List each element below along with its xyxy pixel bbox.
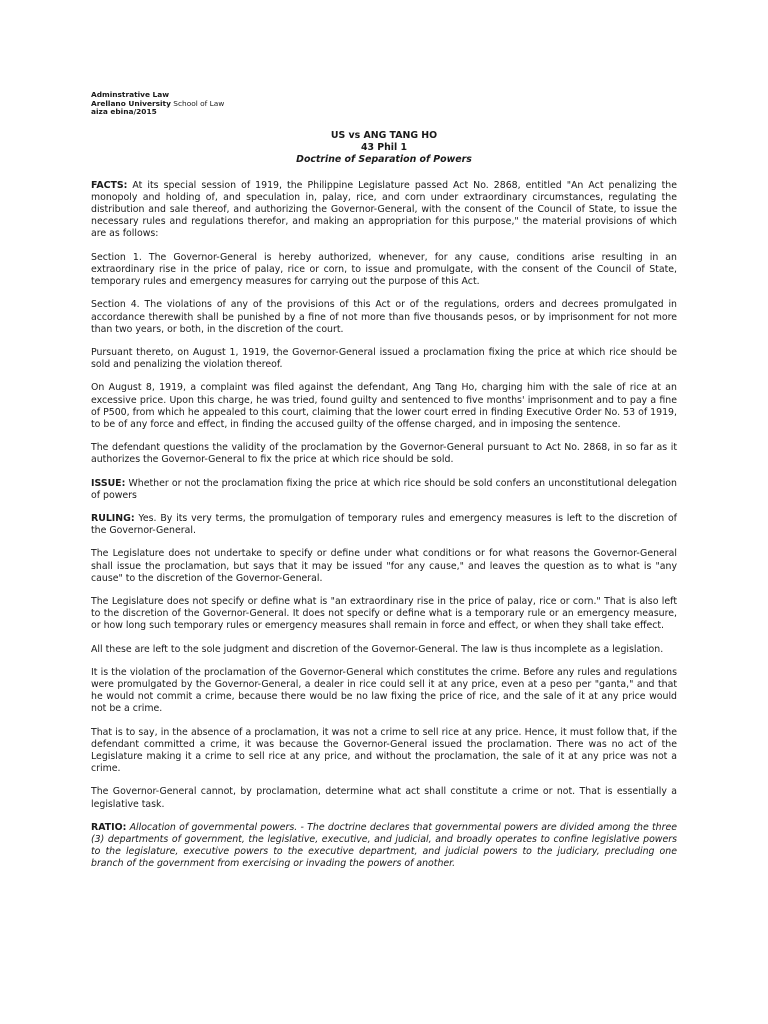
facts-text: At its special session of 1919, the Philippine Legislature passed Act No. 2868, entitled "An Act penalizing the monopoly and holding of, and speculation in, palay, rice, and corn under extraordinary circumstances, regulating the distribution and sale thereof, and authorizing the Governor-General, with the consent of the Council of State, to issue the necessary rules and regulations therefor, and making an appropriation for this purpose," the material provisions of which are as follows:: [91, 179, 677, 240]
ruling-label: RULING:: [91, 512, 135, 524]
ruling-text: Yes. By its very terms, the promulgation of temporary rules and emergency measures is left to the discretion of the Governor-General.: [91, 512, 677, 537]
defendant-paragraph: The defendant questions the validity of the proclamation by the Governor-General pursuant to Act No. 2868, in so far as it authorizes the Governor-General to fix the price at which rice should be sold.: [91, 442, 677, 466]
author-year: aiza ebina/2015: [91, 107, 157, 117]
ruling-paragraph-3: All these are left to the sole judgment and discretion of the Governor-General. The law is thus incomplete as a legislation.: [91, 643, 664, 655]
section-1-paragraph: Section 1. The Governor-General is hereby authorized, whenever, for any cause, conditions arise resulting in an extraordinary rise in the price of palay, rice or corn, to issue and promulgate, with the consent of the Council of State, temporary rules and emergency measures for carrying out the purpose of this Act.: [91, 251, 677, 288]
facts-paragraph: [91, 180, 677, 241]
university-name: Arellano University: [91, 98, 171, 108]
facts-label: FACTS:: [91, 179, 128, 191]
pursuant-paragraph: Pursuant thereto, on August 1, 1919, the Governor-General issued a proclamation fixing the price at which rice should be sold and penalizing the violation thereof.: [91, 346, 677, 371]
complaint-paragraph: On August 8, 1919, a complaint was filed against the defendant, Ang Tang Ho, charging him with the sale of rice at an excessive price. Upon this charge, he was tried, found guilty and sentenced to five months' imprisonment and to pay a fine of P500, from which he appealed to this court, claiming that the lower court erred in finding Executive Order No. 53 of 1919, to be of any force and effect, in finding the accused guilty of the offense charged, and in imposing the sentence.: [91, 382, 677, 430]
case-title: US vs ANG TANG HO: [330, 129, 438, 141]
ruling-paragraph-1: The Legislature does not undertake to specify or define under what conditions or for what reasons the Governor-General shall issue the proclamation, but says that it may be issued "for any cause," and leaves the question as to what is "any cause" to the discretion of the Governor-General.: [91, 548, 677, 584]
ruling-paragraph-2: The Legislature does not specify or define what is "an extraordinary rise in the price of palay, rice or corn." That is also left to the discretion of the Governor-General. It does not specify or define what is a temporary rule or an emergency measure, or how long such temporary rules or emergency measures shall remain in force and effect, or when they shall take effect.: [91, 595, 677, 632]
ratio-label: RATIO:: [91, 821, 127, 833]
case-title-block: [91, 130, 677, 167]
case-citation: 43 Phil 1: [360, 142, 408, 154]
issue-paragraph: [91, 478, 677, 502]
doctrine-title: Doctrine of Separation of Powers: [296, 154, 472, 166]
course-name: Adminstrative Law: [91, 90, 170, 99]
ruling-paragraph: [91, 513, 677, 537]
document-body: [91, 180, 677, 871]
issue-label: ISSUE:: [91, 477, 126, 489]
ratio-paragraph: [91, 822, 677, 871]
ruling-paragraph-4: It is the violation of the proclamation of the Governor-General which constitutes the crime. Before any rules and regulations were promulgated by the Governor-General, a dealer in rice could sell it at any price, even at a peso per "ganta," and that he would not commit a crime, because there would be no law fixing the price of rice, and the sale of it at any price would not be a crime.: [91, 666, 677, 715]
issue-text: Whether or not the proclamation fixing the price at which rice should be sold confers an unconstitutional delegation of powers: [91, 477, 677, 501]
document-header: [91, 91, 677, 117]
school-name: [91, 100, 677, 109]
ratio-text: Allocation of governmental powers. - The doctrine declares that governmental powers are divided among the three (3) departments of government, the legislative, executive, and judicial, and broadly operates to confine legislative powers to the legislature, executive powers to the executive department, and judicial powers to the judiciary, precluding one branch of the government from exercising or invading the powers of another.: [91, 821, 677, 870]
ruling-paragraph-6: The Governor-General cannot, by proclamation, determine what act shall constitute a crime or not. That is essentially a legislative task.: [91, 786, 677, 810]
school-suffix: School of Law: [170, 98, 225, 108]
ruling-paragraph-5: That is to say, in the absence of a proclamation, it was not a crime to sell rice at any price. Hence, it must follow that, if the defendant committed a crime, it was because the Governor-General issued the proclamation. There was no act of the Legislature making it a crime to sell rice at any price, and without the proclamation, the sale of it at any price was not a crime.: [91, 726, 677, 775]
section-4-paragraph: Section 4. The violations of any of the provisions of this Act or of the regulations, orders and decrees promulgated in accordance therewith shall be punished by a fine of not more than five thousands pesos, or by imprisonment for not more than two years, or both, in the discretion of the court.: [91, 299, 677, 335]
